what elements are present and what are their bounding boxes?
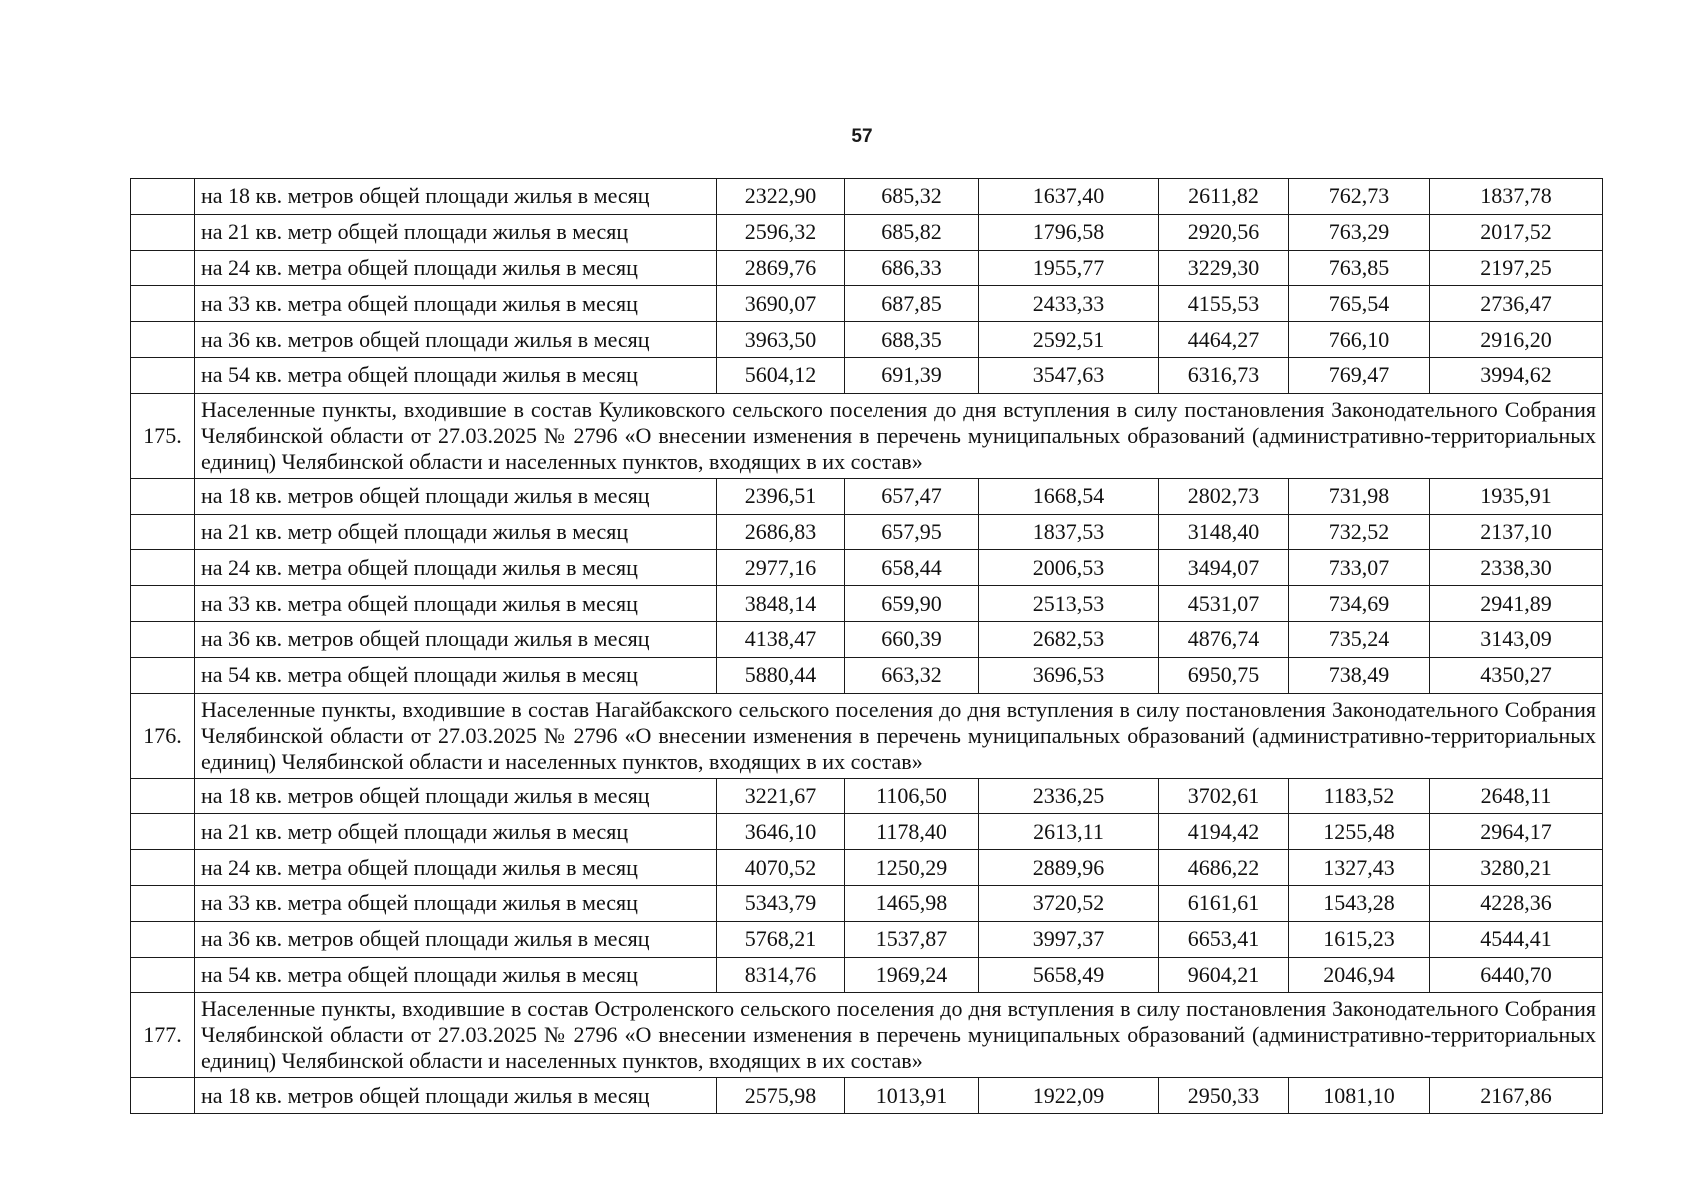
table-row bbox=[131, 621, 1603, 657]
section-header-row bbox=[131, 393, 1603, 478]
value-cell: 2006,53 bbox=[979, 550, 1159, 586]
value-cell: 4544,41 bbox=[1430, 921, 1603, 957]
value-cell: 659,90 bbox=[845, 586, 979, 622]
value-cell: 1969,24 bbox=[845, 957, 979, 993]
value-cell: 2950,33 bbox=[1159, 1078, 1289, 1114]
value-cell: 2592,51 bbox=[979, 322, 1159, 358]
value-cell: 1537,87 bbox=[845, 921, 979, 957]
value-cell: 1837,78 bbox=[1430, 179, 1603, 215]
value-cell: 3963,50 bbox=[717, 322, 845, 358]
table-row bbox=[131, 814, 1603, 850]
value-cell: 6653,41 bbox=[1159, 921, 1289, 957]
value-cell: 657,47 bbox=[845, 478, 979, 514]
table-row bbox=[131, 586, 1603, 622]
value-cell: 1668,54 bbox=[979, 478, 1159, 514]
section-header-row bbox=[131, 693, 1603, 778]
row-label: на 18 кв. метров общей площади жилья в месяц bbox=[195, 478, 717, 514]
table-row bbox=[131, 214, 1603, 250]
value-cell: 2802,73 bbox=[1159, 478, 1289, 514]
value-cell: 738,49 bbox=[1289, 657, 1430, 693]
row-number-cell bbox=[131, 250, 195, 286]
value-cell: 1955,77 bbox=[979, 250, 1159, 286]
section-number: 175. bbox=[131, 393, 195, 478]
row-number-cell bbox=[131, 514, 195, 550]
value-cell: 2322,90 bbox=[717, 179, 845, 215]
table-row bbox=[131, 657, 1603, 693]
table-row bbox=[131, 885, 1603, 921]
row-number-cell bbox=[131, 657, 195, 693]
value-cell: 3994,62 bbox=[1430, 357, 1603, 393]
value-cell: 2433,33 bbox=[979, 286, 1159, 322]
page-number: 57 bbox=[851, 126, 873, 147]
value-cell: 2977,16 bbox=[717, 550, 845, 586]
table-row bbox=[131, 957, 1603, 993]
value-cell: 1106,50 bbox=[845, 778, 979, 814]
row-number-cell bbox=[131, 850, 195, 886]
row-number-cell bbox=[131, 550, 195, 586]
row-number-cell bbox=[131, 214, 195, 250]
value-cell: 2686,83 bbox=[717, 514, 845, 550]
value-cell: 5880,44 bbox=[717, 657, 845, 693]
value-cell: 3148,40 bbox=[1159, 514, 1289, 550]
value-cell: 8314,76 bbox=[717, 957, 845, 993]
value-cell: 735,24 bbox=[1289, 621, 1430, 657]
row-label: на 36 кв. метров общей площади жилья в месяц bbox=[195, 621, 717, 657]
value-cell: 657,95 bbox=[845, 514, 979, 550]
value-cell: 2336,25 bbox=[979, 778, 1159, 814]
value-cell: 2137,10 bbox=[1430, 514, 1603, 550]
value-cell: 4464,27 bbox=[1159, 322, 1289, 358]
value-cell: 658,44 bbox=[845, 550, 979, 586]
value-cell: 2197,25 bbox=[1430, 250, 1603, 286]
row-label: на 36 кв. метров общей площади жилья в месяц bbox=[195, 921, 717, 957]
value-cell: 3280,21 bbox=[1430, 850, 1603, 886]
value-cell: 3229,30 bbox=[1159, 250, 1289, 286]
table-row bbox=[131, 357, 1603, 393]
value-cell: 687,85 bbox=[845, 286, 979, 322]
row-label: на 33 кв. метра общей площади жилья в месяц bbox=[195, 586, 717, 622]
row-number-cell bbox=[131, 957, 195, 993]
value-cell: 1837,53 bbox=[979, 514, 1159, 550]
value-cell: 3702,61 bbox=[1159, 778, 1289, 814]
value-cell: 9604,21 bbox=[1159, 957, 1289, 993]
value-cell: 6950,75 bbox=[1159, 657, 1289, 693]
value-cell: 2611,82 bbox=[1159, 179, 1289, 215]
value-cell: 1465,98 bbox=[845, 885, 979, 921]
value-cell: 1255,48 bbox=[1289, 814, 1430, 850]
value-cell: 6161,61 bbox=[1159, 885, 1289, 921]
value-cell: 3696,53 bbox=[979, 657, 1159, 693]
table-row bbox=[131, 550, 1603, 586]
value-cell: 3720,52 bbox=[979, 885, 1159, 921]
row-number-cell bbox=[131, 621, 195, 657]
row-label: на 21 кв. метр общей площади жилья в месяц bbox=[195, 214, 717, 250]
value-cell: 2682,53 bbox=[979, 621, 1159, 657]
value-cell: 2596,32 bbox=[717, 214, 845, 250]
value-cell: 769,47 bbox=[1289, 357, 1430, 393]
value-cell: 5343,79 bbox=[717, 885, 845, 921]
row-label: на 54 кв. метра общей площади жилья в месяц bbox=[195, 357, 717, 393]
row-number-cell bbox=[131, 921, 195, 957]
value-cell: 1796,58 bbox=[979, 214, 1159, 250]
section-header-row bbox=[131, 993, 1603, 1078]
value-cell: 1250,29 bbox=[845, 850, 979, 886]
value-cell: 2046,94 bbox=[1289, 957, 1430, 993]
value-cell: 763,85 bbox=[1289, 250, 1430, 286]
value-cell: 4531,07 bbox=[1159, 586, 1289, 622]
row-number-cell bbox=[131, 1078, 195, 1114]
value-cell: 6440,70 bbox=[1430, 957, 1603, 993]
value-cell: 2964,17 bbox=[1430, 814, 1603, 850]
row-label: на 18 кв. метров общей площади жилья в месяц bbox=[195, 179, 717, 215]
row-number-cell bbox=[131, 357, 195, 393]
value-cell: 663,32 bbox=[845, 657, 979, 693]
row-number-cell bbox=[131, 179, 195, 215]
value-cell: 1615,23 bbox=[1289, 921, 1430, 957]
section-number: 176. bbox=[131, 693, 195, 778]
value-cell: 731,98 bbox=[1289, 478, 1430, 514]
value-cell: 2889,96 bbox=[979, 850, 1159, 886]
table-row bbox=[131, 322, 1603, 358]
value-cell: 2941,89 bbox=[1430, 586, 1603, 622]
row-number-cell bbox=[131, 322, 195, 358]
value-cell: 766,10 bbox=[1289, 322, 1430, 358]
row-number-cell bbox=[131, 814, 195, 850]
tariff-table bbox=[130, 178, 1603, 1114]
value-cell: 734,69 bbox=[1289, 586, 1430, 622]
table-row bbox=[131, 778, 1603, 814]
section-number: 177. bbox=[131, 993, 195, 1078]
value-cell: 3547,63 bbox=[979, 357, 1159, 393]
value-cell: 3143,09 bbox=[1430, 621, 1603, 657]
value-cell: 685,82 bbox=[845, 214, 979, 250]
value-cell: 3646,10 bbox=[717, 814, 845, 850]
value-cell: 5768,21 bbox=[717, 921, 845, 957]
value-cell: 1543,28 bbox=[1289, 885, 1430, 921]
value-cell: 691,39 bbox=[845, 357, 979, 393]
value-cell: 765,54 bbox=[1289, 286, 1430, 322]
value-cell: 1013,91 bbox=[845, 1078, 979, 1114]
value-cell: 2338,30 bbox=[1430, 550, 1603, 586]
section-description: Населенные пункты, входившие в состав Остроленского сельского поселения до дня вступления в силу постановления Законодательного Собрания Челябинской области от 27.03.2025 № 2796 «О внесении изменения в перечень муниципальных образований (административно-территориальных единиц) Челябинской области и населенных пунктов, входящих в их состав» bbox=[195, 993, 1603, 1078]
row-number-cell bbox=[131, 885, 195, 921]
value-cell: 2575,98 bbox=[717, 1078, 845, 1114]
row-label: на 24 кв. метра общей площади жилья в месяц bbox=[195, 550, 717, 586]
row-number-cell bbox=[131, 286, 195, 322]
value-cell: 4876,74 bbox=[1159, 621, 1289, 657]
value-cell: 1327,43 bbox=[1289, 850, 1430, 886]
value-cell: 2513,53 bbox=[979, 586, 1159, 622]
table-row bbox=[131, 1078, 1603, 1114]
value-cell: 2869,76 bbox=[717, 250, 845, 286]
table-row bbox=[131, 921, 1603, 957]
table-row bbox=[131, 478, 1603, 514]
value-cell: 660,39 bbox=[845, 621, 979, 657]
value-cell: 3494,07 bbox=[1159, 550, 1289, 586]
row-label: на 36 кв. метров общей площади жилья в месяц bbox=[195, 322, 717, 358]
value-cell: 2916,20 bbox=[1430, 322, 1603, 358]
section-description: Населенные пункты, входившие в состав Нагайбакского сельского поселения до дня вступления в силу постановления Законодательного Собрания Челябинской области от 27.03.2025 № 2796 «О внесении изменения в перечень муниципальных образований (административно-территориальных единиц) Челябинской области и населенных пунктов, входящих в их состав» bbox=[195, 693, 1603, 778]
row-number-cell bbox=[131, 586, 195, 622]
row-label: на 24 кв. метра общей площади жилья в месяц bbox=[195, 850, 717, 886]
value-cell: 763,29 bbox=[1289, 214, 1430, 250]
value-cell: 2017,52 bbox=[1430, 214, 1603, 250]
value-cell: 1081,10 bbox=[1289, 1078, 1430, 1114]
value-cell: 3997,37 bbox=[979, 921, 1159, 957]
value-cell: 688,35 bbox=[845, 322, 979, 358]
row-label: на 33 кв. метра общей площади жилья в месяц bbox=[195, 885, 717, 921]
value-cell: 1183,52 bbox=[1289, 778, 1430, 814]
table-body bbox=[131, 179, 1603, 1114]
row-number-cell bbox=[131, 478, 195, 514]
value-cell: 2613,11 bbox=[979, 814, 1159, 850]
value-cell: 2167,86 bbox=[1430, 1078, 1603, 1114]
value-cell: 4155,53 bbox=[1159, 286, 1289, 322]
value-cell: 2648,11 bbox=[1430, 778, 1603, 814]
row-label: на 54 кв. метра общей площади жилья в месяц bbox=[195, 657, 717, 693]
value-cell: 4686,22 bbox=[1159, 850, 1289, 886]
value-cell: 3221,67 bbox=[717, 778, 845, 814]
value-cell: 2396,51 bbox=[717, 478, 845, 514]
value-cell: 2920,56 bbox=[1159, 214, 1289, 250]
table-row bbox=[131, 286, 1603, 322]
value-cell: 2736,47 bbox=[1430, 286, 1603, 322]
row-label: на 24 кв. метра общей площади жилья в месяц bbox=[195, 250, 717, 286]
value-cell: 1922,09 bbox=[979, 1078, 1159, 1114]
value-cell: 1935,91 bbox=[1430, 478, 1603, 514]
value-cell: 4228,36 bbox=[1430, 885, 1603, 921]
row-label: на 33 кв. метра общей площади жилья в месяц bbox=[195, 286, 717, 322]
row-number-cell bbox=[131, 778, 195, 814]
value-cell: 5658,49 bbox=[979, 957, 1159, 993]
value-cell: 762,73 bbox=[1289, 179, 1430, 215]
value-cell: 1637,40 bbox=[979, 179, 1159, 215]
table-row bbox=[131, 179, 1603, 215]
value-cell: 733,07 bbox=[1289, 550, 1430, 586]
value-cell: 3848,14 bbox=[717, 586, 845, 622]
row-label: на 21 кв. метр общей площади жилья в месяц bbox=[195, 514, 717, 550]
table-row bbox=[131, 850, 1603, 886]
value-cell: 3690,07 bbox=[717, 286, 845, 322]
value-cell: 4138,47 bbox=[717, 621, 845, 657]
row-label: на 18 кв. метров общей площади жилья в месяц bbox=[195, 778, 717, 814]
row-label: на 54 кв. метра общей площади жилья в месяц bbox=[195, 957, 717, 993]
table-row bbox=[131, 514, 1603, 550]
value-cell: 685,32 bbox=[845, 179, 979, 215]
value-cell: 4194,42 bbox=[1159, 814, 1289, 850]
value-cell: 5604,12 bbox=[717, 357, 845, 393]
row-label: на 21 кв. метр общей площади жилья в месяц bbox=[195, 814, 717, 850]
value-cell: 1178,40 bbox=[845, 814, 979, 850]
value-cell: 6316,73 bbox=[1159, 357, 1289, 393]
value-cell: 686,33 bbox=[845, 250, 979, 286]
section-description: Населенные пункты, входившие в состав Куликовского сельского поселения до дня вступления в силу постановления Законодательного Собрания Челябинской области от 27.03.2025 № 2796 «О внесении изменения в перечень муниципальных образований (административно-территориальных единиц) Челябинской области и населенных пунктов, входящих в их состав» bbox=[195, 393, 1603, 478]
value-cell: 4350,27 bbox=[1430, 657, 1603, 693]
row-label: на 18 кв. метров общей площади жилья в месяц bbox=[195, 1078, 717, 1114]
value-cell: 4070,52 bbox=[717, 850, 845, 886]
table-row bbox=[131, 250, 1603, 286]
value-cell: 732,52 bbox=[1289, 514, 1430, 550]
